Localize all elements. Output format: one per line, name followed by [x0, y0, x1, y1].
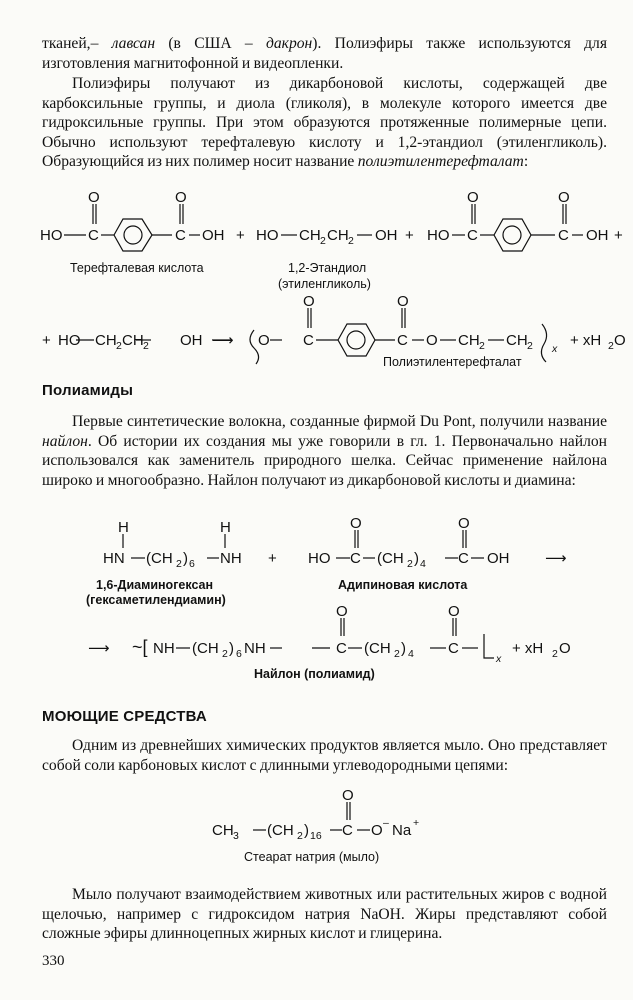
p1-text1: тканей,– — [42, 35, 112, 52]
r2-plus: + — [42, 332, 51, 349]
r5-o: O — [371, 822, 383, 839]
r4-open: ~[ — [132, 637, 148, 657]
r4-water-sub: 2 — [552, 648, 558, 660]
r4-sub2b: 2 — [394, 648, 400, 660]
r1-diol-ch1: CH — [299, 227, 321, 244]
r1-oh2: OH — [586, 227, 609, 244]
r3-arrow: ⟶ — [545, 550, 567, 567]
r4-nh2: NH — [244, 640, 266, 657]
r1-o2: O — [175, 189, 187, 206]
p1-text3: ). Полиэфиры также используются для изготовления магнитофонной и видеопленки. — [42, 35, 607, 72]
r3-close2: ) — [414, 550, 419, 567]
r1-plus1: + — [236, 227, 245, 244]
r2-ch1: CH — [95, 332, 117, 349]
r4-caption: Найлон (полиамид) — [254, 667, 375, 681]
r4-close1: ) — [229, 640, 234, 657]
r3-close1: ) — [183, 550, 188, 567]
p3-nylon: найлон — [42, 432, 88, 450]
r2-o-top2: O — [397, 293, 409, 310]
r5-na: Na — [392, 822, 412, 839]
r4-arrow: ⟶ — [88, 640, 110, 657]
r1-oh: OH — [202, 227, 225, 244]
r5-ch2: (CH — [267, 822, 294, 839]
r2-x: x — [552, 343, 558, 355]
r5-plus: + — [413, 817, 420, 829]
r2-o2: O — [426, 332, 438, 349]
r3-h2: H — [220, 519, 231, 536]
r2-c1: C — [303, 332, 314, 349]
r1-o4: O — [558, 189, 570, 206]
p2-pet: полиэтилентерефталат — [357, 153, 524, 171]
r2-oh: OH — [180, 332, 203, 349]
p1-lavsan: лавсан — [111, 35, 156, 52]
r3-hn: HN — [103, 550, 125, 567]
r5-close: ) — [304, 822, 309, 839]
r2-ch2: CH — [122, 332, 144, 349]
r2-sub1: 2 — [116, 340, 122, 352]
r2-ch4: CH — [506, 332, 528, 349]
heading-polyamides: Полиамиды — [42, 382, 134, 399]
r5-caption: Стеарат натрия (мыло) — [244, 850, 380, 864]
r2-water-sub: 2 — [608, 340, 614, 352]
r1-caption-acid: Терефталевая кислота — [70, 261, 204, 275]
p4-text: Одним из древнейших химических продуктов является мыло. Оно представляет собой соли карбоновых кислот с длинными углеводородными цепями: — [42, 737, 607, 774]
r2-arrow: ⟶ — [212, 332, 234, 349]
reaction-pet — [0, 293, 633, 370]
r4-water-o: O — [559, 640, 571, 657]
r5-minus: – — [383, 817, 389, 829]
r3-oh: OH — [487, 550, 510, 567]
r1-o1: O — [88, 189, 100, 206]
r2-caption: Полиэтилентерефталат — [383, 355, 522, 369]
r1-diol-ho: HO — [256, 227, 279, 244]
r2-water: + xH — [570, 332, 602, 349]
p2-text2: : — [523, 153, 529, 171]
r1-diol-ch2: CH — [327, 227, 349, 244]
paragraph-soap — [42, 736, 607, 775]
r4-c1: C — [336, 640, 347, 657]
r1-ho2: HO — [427, 227, 450, 244]
r5-ch3: CH — [212, 822, 234, 839]
r1-plus3: + — [614, 227, 623, 244]
r3-sub6: 6 — [189, 558, 195, 570]
p3-text1: Первые синтетические волокна, созданные фирмой Du Pont, получили название — [72, 413, 607, 430]
r5-sub16: 16 — [310, 830, 322, 842]
r4-c2: C — [448, 640, 459, 657]
r1-caption-glycol: (этиленгликоль) — [278, 277, 371, 291]
r1-c1: C — [88, 227, 99, 244]
r3-caption-diamine: 1,6-Диаминогексан — [96, 578, 214, 592]
r4-ch2b: (CH — [364, 640, 391, 657]
p3-text2: . Об истории их создания мы уже говорили в гл. 1. Первоначально найлон использовался как заменитель природного шелка. Сейчас применение найлона широко и многообразно. Найлон получают из дикарбоновой кислоты и диамина: — [42, 432, 607, 489]
r1-c4: C — [558, 227, 569, 244]
r3-plus: + — [268, 550, 277, 567]
p2-text1: Полиэфиры получают из дикарбоновой кислоты, содержащей две карбоксильные группы, и диола (гликоля), в молекуле которого имеется две гидроксильные группы. При этом образуются протяженные полимерные цепи. Обычно используют терефталевую кислоту и 1,2-этандиол (этиленгликоль). Образующийся из них полимер носит название — [42, 75, 607, 171]
r3-caption-adipic: Адипиновая кислота — [338, 578, 468, 592]
r3-sub4: 4 — [420, 558, 426, 570]
p1-text2: (в США – — [155, 35, 266, 52]
r1-diol-sub1: 2 — [320, 235, 326, 247]
r1-caption-diol: 1,2-Этандиол — [288, 261, 367, 275]
r4-o2: O — [448, 603, 460, 620]
r3-c2: C — [458, 550, 469, 567]
r2-o1: O — [258, 332, 270, 349]
r3-h1: H — [118, 519, 129, 536]
r2-sub2: 2 — [143, 340, 149, 352]
r4-water: + xH — [512, 640, 544, 657]
r4-close2: ) — [401, 640, 406, 657]
r3-ho: HO — [308, 550, 331, 567]
r4-sub2a: 2 — [222, 648, 228, 660]
r3-sub2a: 2 — [176, 558, 182, 570]
r3-ch2b: (CH — [377, 550, 404, 567]
formula-stearate — [0, 787, 633, 870]
paragraph-nylon — [42, 412, 607, 490]
r5-c: C — [342, 822, 353, 839]
r2-ho: HO — [58, 332, 81, 349]
r5-o-top: O — [342, 787, 354, 804]
r3-nh: NH — [220, 550, 242, 567]
r4-o1: O — [336, 603, 348, 620]
reaction-adipic — [0, 515, 633, 608]
reaction-terephthalic — [0, 190, 633, 290]
r2-sub4: 2 — [527, 340, 533, 352]
r1-c3: C — [467, 227, 478, 244]
r4-x: x — [496, 653, 502, 665]
r3-caption-hexa: (гексаметилендиамин) — [86, 593, 226, 607]
r4-ch2a: (CH — [192, 640, 219, 657]
r3-o1: O — [350, 515, 362, 532]
r4-sub4: 4 — [408, 648, 414, 660]
r3-c1: C — [350, 550, 361, 567]
reaction-nylon — [0, 603, 633, 682]
r3-sub2b: 2 — [407, 558, 413, 570]
r1-ho: HO — [40, 227, 63, 244]
p1-dacron: дакрон — [265, 35, 313, 52]
p5-text: Мыло получают взаимодействием животных или растительных жиров с водной щелочью, например с гидроксидом натрия NaOH. Жиры представляют собой сложные эфиры длинноцепных жирных кислот и глицерина. — [42, 886, 607, 943]
r5-sub3: 3 — [233, 830, 239, 842]
paragraph-lavsan — [42, 34, 607, 73]
r3-ch2: (CH — [146, 550, 173, 567]
page-number: 330 — [42, 953, 65, 969]
r2-sub3: 2 — [479, 340, 485, 352]
r2-water-o: O — [614, 332, 626, 349]
r2-ch3: CH — [458, 332, 480, 349]
r1-c2: C — [175, 227, 186, 244]
heading-detergents: МОЮЩИЕ СРЕДСТВА — [42, 708, 207, 725]
paragraph-polyesters — [42, 74, 607, 172]
paragraph-soap-making — [42, 885, 607, 944]
r4-sub6: 6 — [236, 648, 242, 660]
r1-diol-oh: OH — [375, 227, 398, 244]
r5-sub2: 2 — [297, 830, 303, 842]
r3-o2: O — [458, 515, 470, 532]
r1-diol-sub2: 2 — [348, 235, 354, 247]
r1-plus2: + — [405, 227, 414, 244]
r4-nh1: NH — [153, 640, 175, 657]
r2-o-top1: O — [303, 293, 315, 310]
r1-o3: O — [467, 189, 479, 206]
r2-c2: C — [397, 332, 408, 349]
